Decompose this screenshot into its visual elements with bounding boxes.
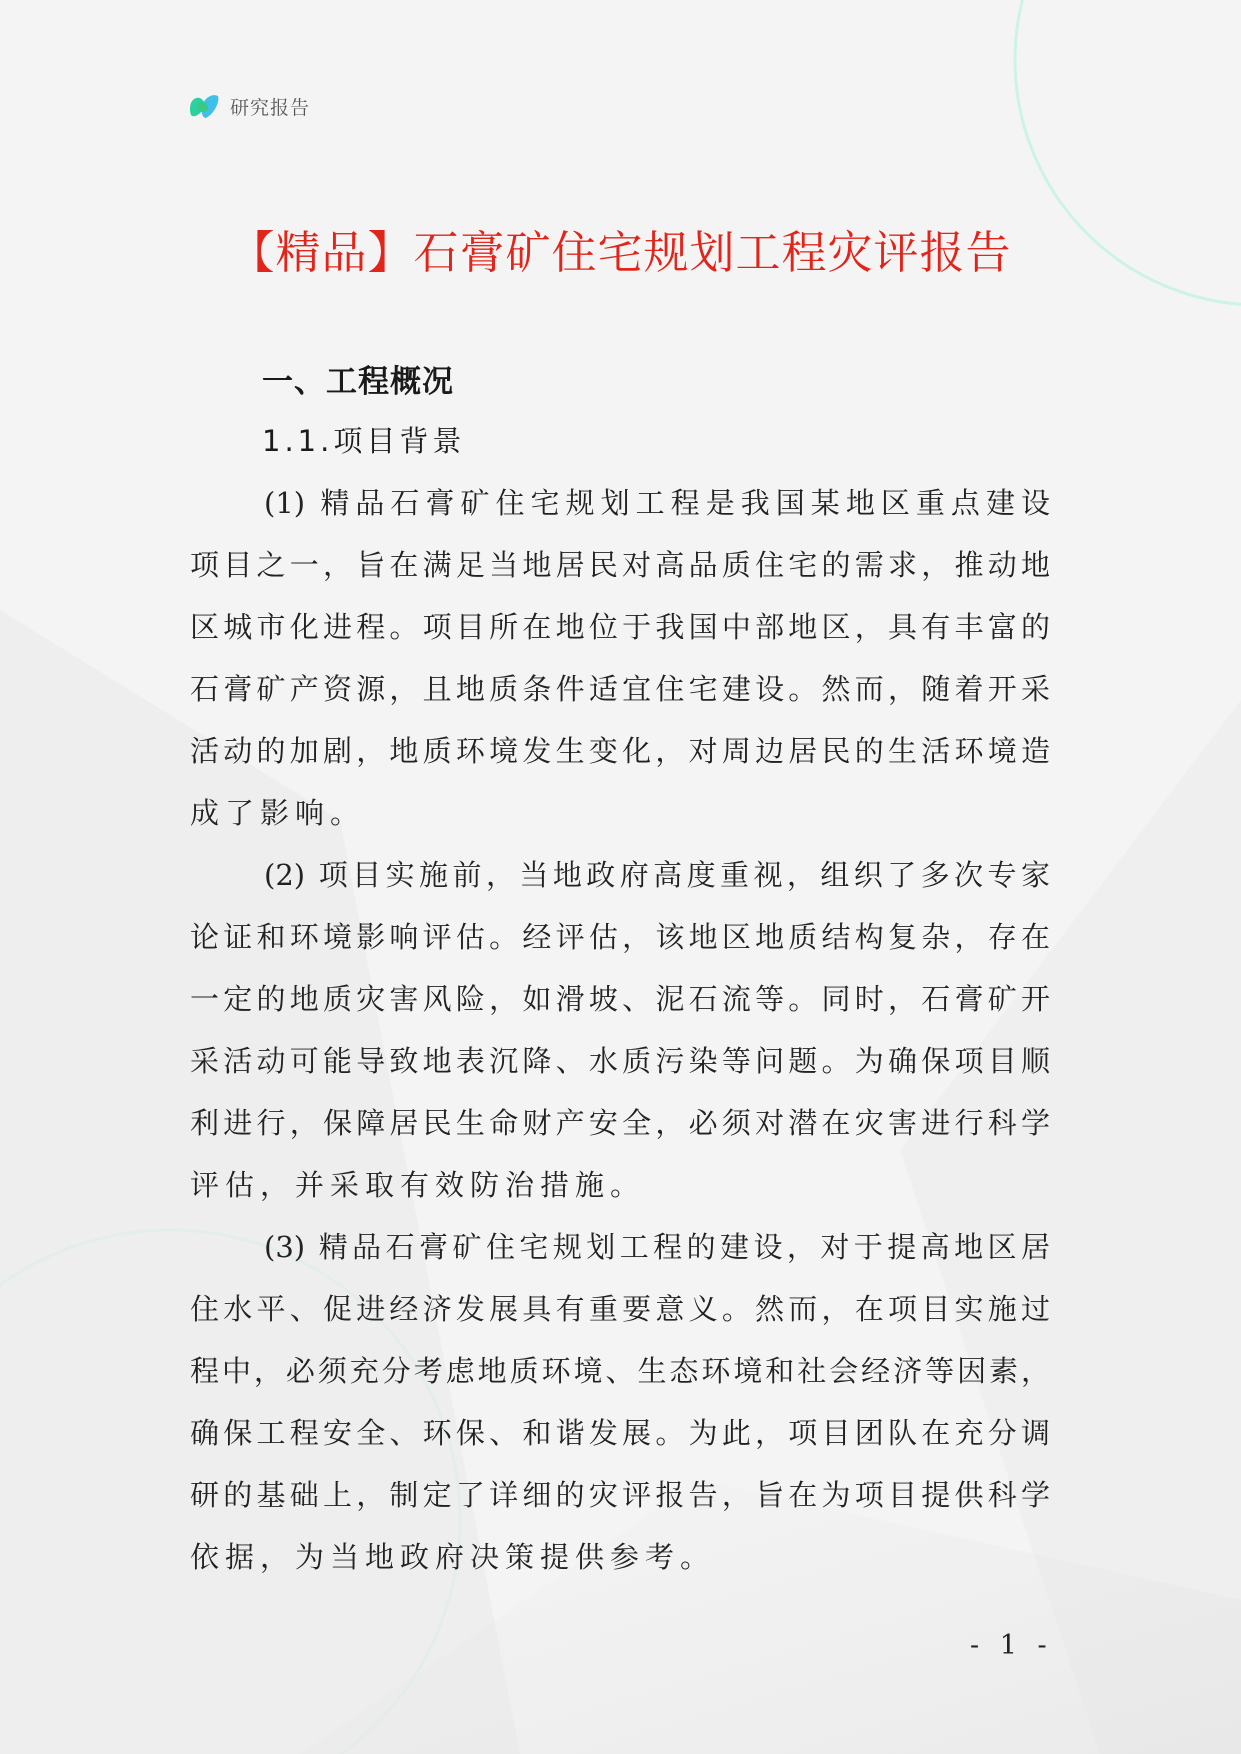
paragraph-line: 项目之一，旨在满足当地居民对高品质住宅的需求，推动地 xyxy=(190,548,1050,582)
document-title: 【精品】石膏矿住宅规划工程灾评报告 xyxy=(229,226,1012,279)
paragraph-line: 依据，为当地政府决策提供参考。 xyxy=(190,1540,716,1574)
page-number: - 1 - xyxy=(970,1630,1053,1661)
report-header xyxy=(186,88,310,124)
paragraph-line: 程中，必须充分考虑地质环境、生态环境和社会经济等因素， xyxy=(190,1354,1050,1388)
paragraph-line: 利进行，保障居民生命财产安全，必须对潜在灾害进行科学 xyxy=(190,1106,1050,1140)
paragraph-line: (3) 精品石膏矿住宅规划工程的建设，对于提高地区居 xyxy=(264,1230,1050,1264)
paragraph-2 xyxy=(190,844,1050,1216)
header-label: 研究报告 xyxy=(230,96,311,119)
paragraph-line: 住水平、促进经济发展具有重要意义。然而，在项目实施过 xyxy=(190,1292,1050,1326)
paragraph-line: 一定的地质灾害风险，如滑坡、泥石流等。同时，石膏矿开 xyxy=(190,982,1050,1016)
paragraph-line: 研的基础上，制定了详细的灾评报告，旨在为项目提供科学 xyxy=(190,1478,1050,1512)
subsection-heading: 1.1.项目背景 xyxy=(262,424,466,458)
paragraph-line: 活动的加剧，地质环境发生变化，对周边居民的生活环境造 xyxy=(190,734,1050,768)
green-leaf-logo-icon xyxy=(186,88,222,124)
paragraph-line: 采活动可能导致地表沉降、水质污染等问题。为确保项目顺 xyxy=(190,1044,1050,1078)
paragraph-line: 石膏矿产资源，且地质条件适宜住宅建设。然而，随着开采 xyxy=(190,672,1050,706)
paragraph-3 xyxy=(190,1216,1050,1588)
section-heading: 一、工程概况 xyxy=(262,364,454,400)
paragraph-line: 成了影响。 xyxy=(190,796,366,830)
paragraph-line: (2) 项目实施前，当地政府高度重视，组织了多次专家 xyxy=(264,858,1050,892)
paragraph-1 xyxy=(190,472,1050,844)
paragraph-line: 区城市化进程。项目所在地位于我国中部地区，具有丰富的 xyxy=(190,610,1050,644)
paragraph-line: 评估，并采取有效防治措施。 xyxy=(190,1168,646,1202)
paragraph-line: 确保工程安全、环保、和谐发展。为此，项目团队在充分调 xyxy=(190,1416,1050,1450)
paragraph-line: 论证和环境影响评估。经评估，该地区地质结构复杂，存在 xyxy=(190,920,1050,954)
paragraph-line: (1) 精品石膏矿住宅规划工程是我国某地区重点建设 xyxy=(264,486,1050,520)
